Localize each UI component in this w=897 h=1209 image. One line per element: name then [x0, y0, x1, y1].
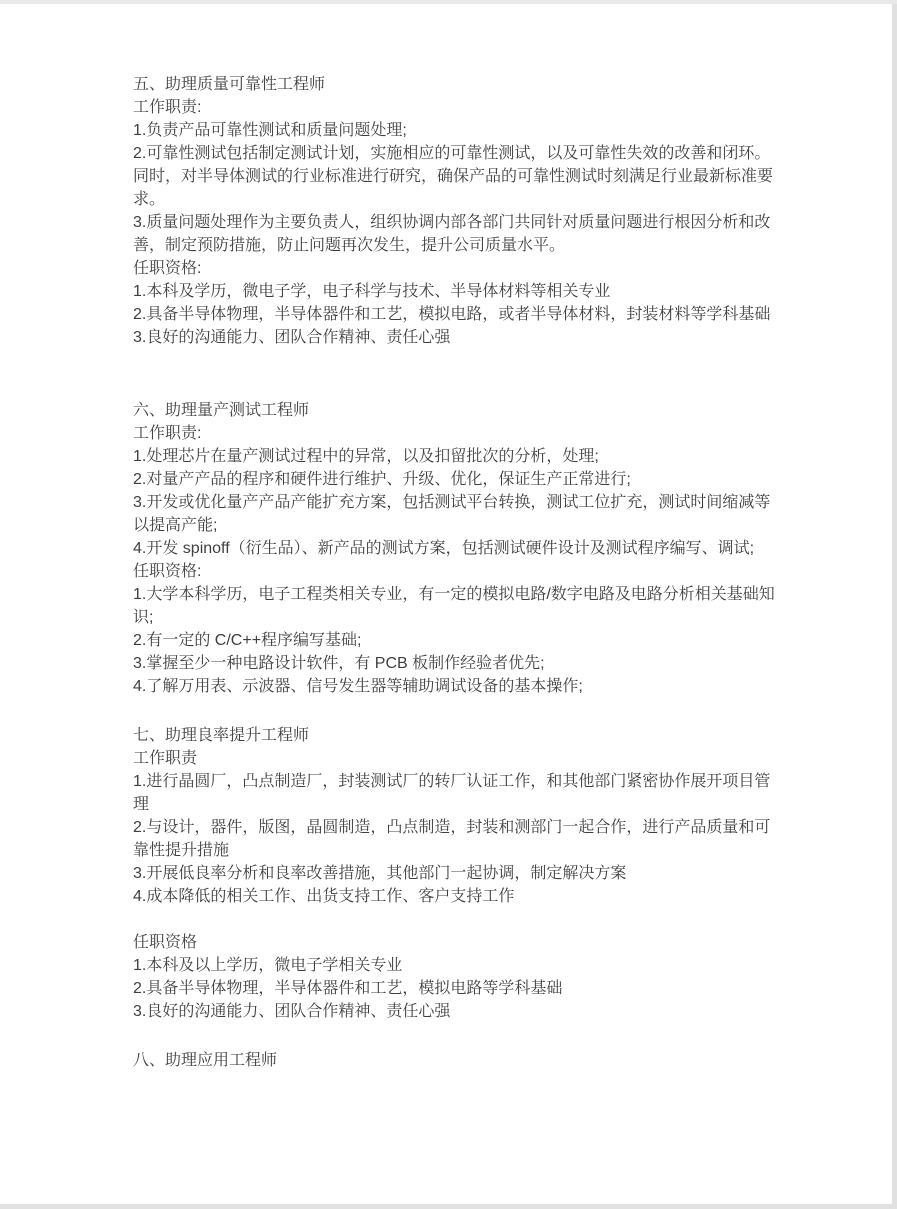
section-title: 八、助理应用工程师: [133, 1052, 278, 1069]
paragraph: 1.负责产品可靠性测试和质量问题处理;: [133, 122, 407, 139]
paragraph: 3.质量问题处理作为主要负责人，组织协调内部各部门共同针对质量问题进行根因分析和改善，制定预防措施，防止问题再次发生，提升公司质量水平。: [133, 214, 771, 254]
paragraph: 工作职责: [133, 750, 198, 767]
page-edge-bottom: [0, 1204, 892, 1209]
paragraph: 工作职责:: [133, 425, 202, 442]
paragraph: 3.掌握至少一种电路设计软件，有 PCB 板制作经验者优先;: [133, 655, 545, 672]
paragraph: 2.具备半导体物理，半导体器件和工艺，模拟电路，或者半导体材料，封装材料等学科基础: [133, 306, 771, 323]
paragraph: 任职资格:: [133, 563, 202, 580]
paragraph: 1.大学本科学历，电子工程类相关专业，有一定的模拟电路/数字电路及电路分析相关基础知识;: [133, 586, 775, 626]
paragraph: 1.处理芯片在量产测试过程中的异常，以及扣留批次的分析，处理;: [133, 448, 599, 465]
section-title: 七、助理良率提升工程师: [133, 727, 310, 744]
paragraph: 3.良好的沟通能力、团队合作精神、责任心强: [133, 329, 451, 346]
paragraph: 工作职责:: [133, 99, 202, 116]
section-title: 五、助理质量可靠性工程师: [133, 76, 326, 93]
paragraph: 4.了解万用表、示波器、信号发生器等辅助调试设备的基本操作;: [133, 678, 583, 695]
paragraph: 2.具备半导体物理，半导体器件和工艺，模拟电路等学科基础: [133, 980, 563, 997]
paragraph: 2.有一定的 C/C++程序编写基础;: [133, 632, 362, 649]
paragraph: 任职资格:: [133, 260, 202, 277]
paragraph: 任职资格: [133, 934, 198, 951]
paragraph: 4.开发 spinoff（衍生品）、新产品的测试方案，包括测试硬件设计及测试程序编写、调试;: [133, 540, 755, 557]
paragraph: 3.良好的沟通能力、团队合作精神、责任心强: [133, 1003, 451, 1020]
job-section: [133, 73, 783, 349]
blank-line: [133, 908, 783, 931]
job-listings-document: [133, 73, 783, 1072]
paragraph: 3.开发或优化量产产品产能扩充方案，包括测试平台转换，测试工位扩充，测试时间缩减等以提高产能;: [133, 494, 771, 534]
paragraph: 3.开展低良率分析和良率改善措施，其他部门一起协调，制定解决方案: [133, 865, 627, 882]
job-section: [133, 399, 783, 698]
job-section: [133, 1049, 783, 1072]
job-section: [133, 724, 783, 1023]
page-edge-right: [892, 4, 897, 1209]
page-edge-top: [0, 0, 897, 4]
paragraph: 1.本科及学历，微电子学，电子科学与技术、半导体材料等相关专业: [133, 283, 611, 300]
section-title: 六、助理量产测试工程师: [133, 402, 310, 419]
paragraph: 2.对量产产品的程序和硬件进行维护、升级、优化，保证生产正常进行;: [133, 471, 631, 488]
paragraph: 1.本科及以上学历，微电子学相关专业: [133, 957, 403, 974]
paragraph: 4.成本降低的相关工作、出货支持工作、客户支持工作: [133, 888, 515, 905]
paragraph: 2.可靠性测试包括制定测试计划，实施相应的可靠性测试，以及可靠性失效的改善和闭环。同时，对半导体测试的行业标准进行研究，确保产品的可靠性测试时刻满足行业最新标准要求。: [133, 145, 774, 208]
paragraph: 2.与设计，器件，版图，晶圆制造，凸点制造，封装和测部门一起合作，进行产品质量和可靠性提升措施: [133, 819, 771, 859]
paragraph: 1.进行晶圆厂，凸点制造厂，封装测试厂的转厂认证工作，和其他部门紧密协作展开项目管理: [133, 773, 771, 813]
